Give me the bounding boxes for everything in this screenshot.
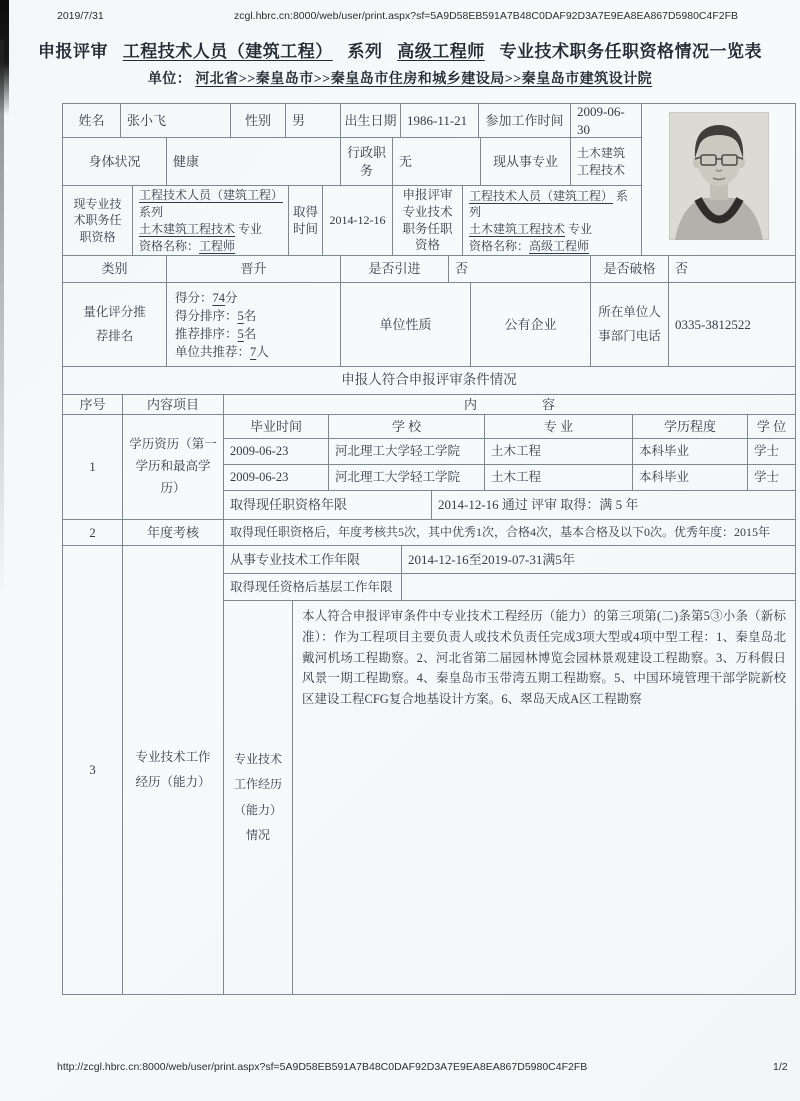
sec3-no: 3 bbox=[63, 546, 123, 994]
obtain-time-label: 取得时间 bbox=[289, 186, 323, 256]
col-no-header: 序号 bbox=[63, 395, 123, 415]
print-header-url: zcgl.hbrc.cn:8000/web/user/print.aspx?sf=5A9D58EB591A7B48C0DAF92D3A7E9EA8EA867D5980C4F2FB bbox=[234, 10, 739, 22]
category-label: 类别 bbox=[63, 256, 167, 283]
apply-title-label: 申报评审专业技术职务任职资格 bbox=[393, 186, 463, 256]
work-years-label: 从事专业技术工作年限 bbox=[224, 546, 402, 574]
current-title-detail: 工程技术人员（建筑工程） 系列 土木建筑工程技术 专业 资格名称：工程师 bbox=[139, 188, 284, 253]
title-series: 工程技术人员（建筑工程） bbox=[122, 42, 333, 61]
edu-row1-school: 河北理工大学轻工学院 bbox=[329, 439, 485, 465]
print-footer-url: http://zcgl.hbrc.cn:8000/web/user/print.aspx?sf=5A9D58EB591A7B48C0DAF92D3A7E9EA8EA867D5980C4F2FB bbox=[57, 1061, 588, 1073]
score-rank-detail: 得分：74分 得分排序：5名 推荐排序：5名 单位共推荐：7人 bbox=[175, 290, 269, 359]
edu-row2-degree: 学士 bbox=[748, 465, 795, 491]
score-value: 74 bbox=[212, 290, 226, 305]
recommend-total-value: 7 bbox=[250, 344, 257, 359]
score-rank-label: 量化评分推荐排名 bbox=[63, 283, 167, 367]
base-years-value bbox=[402, 574, 795, 601]
sec2-content: 取得现任职资格后，年度考核共5次，其中优秀1次，合格4次，基本合格及以下0次。优秀年度：2015年 bbox=[224, 520, 795, 546]
edu-col-school: 学 校 bbox=[329, 415, 485, 439]
edu-row2-school: 河北理工大学轻工学院 bbox=[329, 465, 485, 491]
score-rank-value: 5 bbox=[237, 308, 244, 323]
apply-title-detail: 工程技术人员（建筑工程） 系列 土木建筑工程技术 专业 资格名称：高级工程师 bbox=[469, 188, 629, 253]
birth-value: 1986-11-21 bbox=[401, 104, 479, 138]
title-suffix: 专业技术职务任职资格情况一览表 bbox=[499, 42, 762, 61]
qual-years-label: 取得现任职资格年限 bbox=[224, 491, 432, 520]
col-content-header: 内 容 bbox=[224, 395, 795, 415]
current-title-major: 土木建筑工程技术 bbox=[139, 222, 236, 236]
name-label: 姓名 bbox=[63, 104, 121, 138]
exception-label: 是否破格 bbox=[591, 256, 669, 283]
edu-row2-major: 土木工程 bbox=[485, 465, 633, 491]
current-title-series-tail: 系列 bbox=[139, 205, 164, 219]
current-title-series: 工程技术人员（建筑工程） bbox=[139, 188, 284, 202]
title-mid: 系列 bbox=[347, 42, 383, 61]
apply-title-major: 土木建筑工程技术 bbox=[469, 221, 566, 236]
qual-years-value: 2014-12-16 通过 评审 取得：满 5 年 bbox=[432, 491, 795, 520]
edu-col-degree: 学 位 bbox=[748, 415, 795, 439]
edu-col-date: 毕业时间 bbox=[224, 415, 329, 439]
category-value: 晋升 bbox=[167, 256, 341, 283]
admin-duty-value: 无 bbox=[393, 138, 481, 186]
hr-phone-value: 0335-3812522 bbox=[669, 283, 795, 367]
edu-row1-date: 2009-06-23 bbox=[224, 439, 329, 465]
import-label: 是否引进 bbox=[341, 256, 449, 283]
col-item-header: 内容项目 bbox=[123, 395, 224, 415]
current-title-cert: 工程师 bbox=[199, 239, 236, 253]
join-value: 2009-06-30 bbox=[571, 104, 642, 138]
qualification-form-table bbox=[62, 103, 796, 995]
admin-duty-label: 行政职务 bbox=[341, 138, 393, 186]
conditions-header: 申报人符合申报评审条件情况 bbox=[63, 367, 795, 395]
edu-row1-major: 土木工程 bbox=[485, 439, 633, 465]
id-photo bbox=[669, 112, 769, 240]
unit-label: 单位： bbox=[147, 72, 192, 87]
recommend-rank-value: 5 bbox=[237, 326, 244, 341]
experience-text: 本人符合申报评审条件中专业技术工程经历（能力）的第三项第(二)条第5③小条（新标准）：作为工程项目主要负责人或技术负责任完成3项大型或4项中型工程：1、秦皇岛北戴河机场工程勘察。2、河北省第二届园林博览会园林景观建设工程勘察。3、万科假日风景一期工程勘察。4、秦皇岛市玉带湾五期工程勘察。5、中国环境管理干部学院新校区建设工程CFG复合地基设计方案。6、翠岛天成A区工程勘察 bbox=[302, 609, 786, 706]
base-years-label: 取得现任资格后基层工作年限 bbox=[224, 574, 402, 601]
sec1-no: 1 bbox=[63, 415, 123, 520]
print-date: 2019/7/31 bbox=[57, 10, 104, 22]
unit-type-label: 单位性质 bbox=[341, 283, 471, 367]
title-level: 高级工程师 bbox=[397, 42, 485, 61]
apply-title-cert: 高级工程师 bbox=[529, 238, 590, 253]
gender-label: 性别 bbox=[231, 104, 286, 138]
edu-col-major: 专 业 bbox=[485, 415, 633, 439]
join-label: 参加工作时间 bbox=[479, 104, 571, 138]
work-years-value: 2014-12-16至2019-07-31满5年 bbox=[402, 546, 795, 574]
page-title bbox=[0, 37, 800, 62]
edu-row1-degree: 学士 bbox=[748, 439, 795, 465]
title-prefix: 申报评审 bbox=[38, 42, 108, 61]
edu-col-level: 学历程度 bbox=[633, 415, 748, 439]
hr-phone-label: 所在单位人事部门电话 bbox=[591, 283, 669, 367]
edu-row2-level: 本科毕业 bbox=[633, 465, 748, 491]
obtain-time-value: 2014-12-16 bbox=[323, 186, 393, 256]
current-title-label: 现专业技术职务任职资格 bbox=[63, 186, 133, 256]
scan-edge-artifact-2 bbox=[0, 40, 4, 600]
exception-value: 否 bbox=[669, 256, 795, 283]
unit-type-value: 公有企业 bbox=[471, 283, 591, 367]
sec1-item: 学历资历（第一学历和最高学历） bbox=[123, 415, 224, 520]
current-profession-value: 土木建筑工程技术 bbox=[571, 138, 642, 186]
birth-label: 出生日期 bbox=[341, 104, 401, 138]
edu-row2-date: 2009-06-23 bbox=[224, 465, 329, 491]
name-value: 张小飞 bbox=[121, 104, 231, 138]
import-value: 否 bbox=[449, 256, 591, 283]
apply-title-series: 工程技术人员（建筑工程） bbox=[469, 188, 614, 203]
sec2-no: 2 bbox=[63, 520, 123, 546]
edu-row1-level: 本科毕业 bbox=[633, 439, 748, 465]
current-profession-label: 现从事专业 bbox=[481, 138, 571, 186]
experience-label: 专业技术工作经历（能力）情况 bbox=[224, 601, 293, 994]
unit-line bbox=[0, 68, 800, 88]
sec2-item: 年度考核 bbox=[123, 520, 224, 546]
unit-value: 河北省>>秦皇岛市>>秦皇岛市住房和城乡建设局>>秦皇岛市建筑设计院 bbox=[195, 72, 653, 87]
page-number: 1/2 bbox=[773, 1061, 788, 1073]
photo-cell bbox=[642, 104, 795, 256]
gender-value: 男 bbox=[286, 104, 341, 138]
health-value: 健康 bbox=[167, 138, 341, 186]
sec3-item: 专业技术工作经历（能力） bbox=[123, 546, 224, 994]
health-label: 身体状况 bbox=[63, 138, 167, 186]
